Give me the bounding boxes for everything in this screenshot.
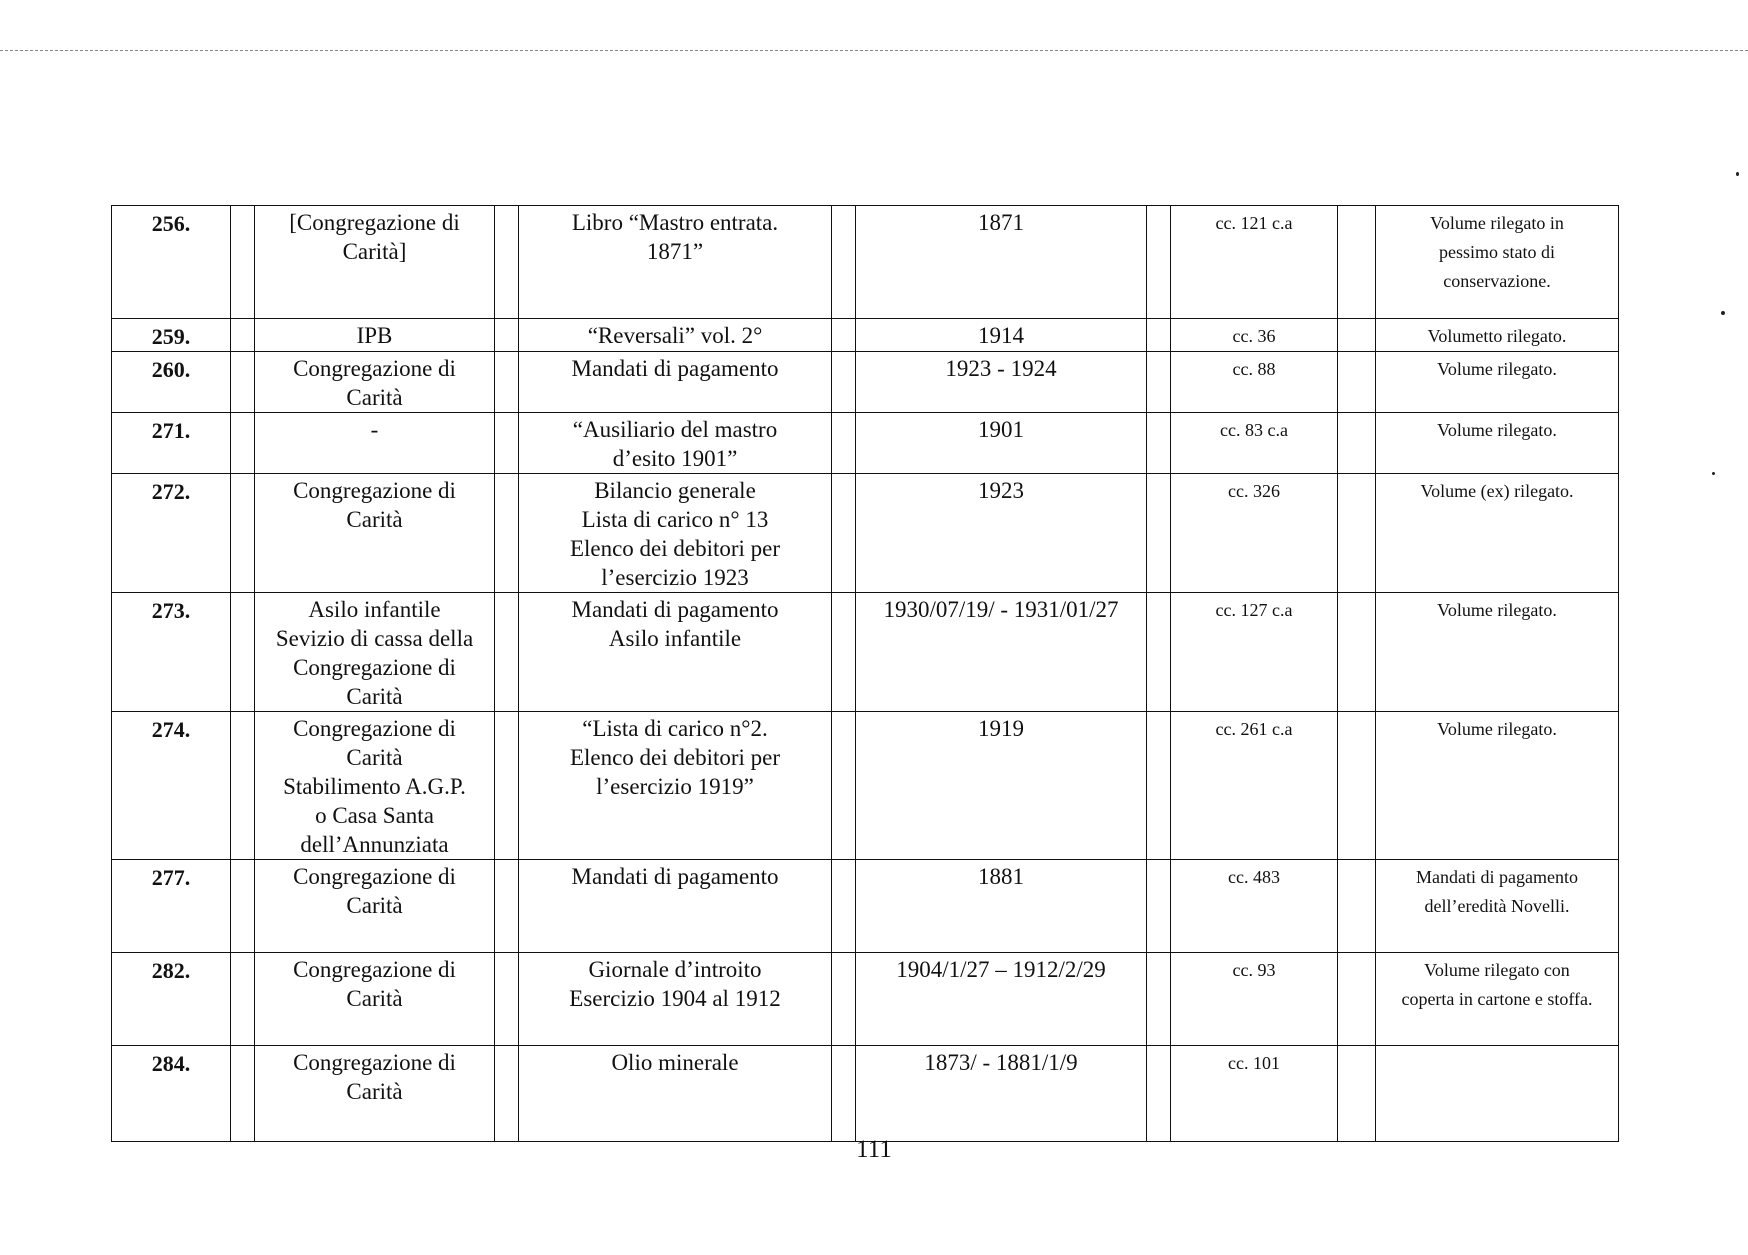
entity-cell-line: Carità [346,507,403,532]
column-spacer [1338,474,1376,593]
scan-speck [1712,472,1715,475]
date-cell: 1923 [856,474,1147,593]
condition-note-cell [1376,319,1619,352]
condition-note-cell [1376,352,1619,413]
entry-number: 272. [112,474,231,593]
scan-speck [1721,311,1725,315]
description-cell [519,1046,832,1142]
description-cell-line: Olio minerale [611,1050,739,1075]
column-spacer [832,413,856,474]
entry-number: 273. [112,593,231,712]
condition-note-cell [1376,206,1619,319]
description-cell-line: l’esercizio 1919” [596,774,754,799]
condition-note-cell [1376,593,1619,712]
entity-cell-line: IPB [356,323,393,348]
column-spacer [231,413,255,474]
description-cell-line: l’esercizio 1923 [601,565,749,590]
entity-cell [255,712,495,860]
entity-cell-line: [Congregazione di [289,210,460,235]
column-spacer [1147,593,1171,712]
column-spacer [1338,206,1376,319]
entity-cell-line: o Casa Santa [315,803,434,828]
column-spacer [1147,413,1171,474]
column-spacer [1147,1046,1171,1142]
date-cell: 1919 [856,712,1147,860]
description-cell-line: “Lista di carico n°2. [582,716,768,741]
entity-cell [255,953,495,1046]
condition-note-cell [1376,474,1619,593]
column-spacer [1338,319,1376,352]
entity-cell-line: Carità [346,986,403,1011]
description-cell [519,206,832,319]
table-row [112,206,1619,319]
column-spacer [495,1046,519,1142]
column-spacer [231,474,255,593]
description-cell-line: Asilo infantile [608,626,742,651]
entry-number: 277. [112,860,231,953]
entity-cell [255,413,495,474]
condition-note-cell [1376,953,1619,1046]
column-spacer [495,953,519,1046]
entity-cell-line: Congregazione di [293,864,456,889]
entity-cell [255,319,495,352]
condition-note-cell-line: Mandati di pagamento [1416,867,1578,887]
description-cell-line: Giornale d’introito [588,957,762,982]
description-cell-line: Bilancio generale [594,478,756,503]
description-cell [519,352,832,413]
column-spacer [495,712,519,860]
description-cell-line: Elenco dei debitori per [569,745,781,770]
description-cell-line: Elenco dei debitori per [569,536,781,561]
column-spacer [231,206,255,319]
condition-note-cell-line: Volume rilegato in [1430,213,1564,233]
column-spacer [495,319,519,352]
column-spacer [1338,352,1376,413]
date-cell: 1873/ - 1881/1/9 [856,1046,1147,1142]
entity-cell [255,206,495,319]
column-spacer [1147,474,1171,593]
sheet-count-cell: cc. 261 c.a [1171,712,1338,860]
table-row [112,413,1619,474]
sheet-count-cell: cc. 121 c.a [1171,206,1338,319]
column-spacer [832,1046,856,1142]
column-spacer [1147,206,1171,319]
entity-cell-line: Congregazione di [293,478,456,503]
table-row [112,474,1619,593]
entity-cell-line: Congregazione di [293,655,456,680]
entity-cell [255,1046,495,1142]
description-cell-line: Mandati di pagamento [571,864,779,889]
description-cell [519,712,832,860]
entity-cell-line: Asilo infantile [308,597,441,622]
description-cell-line: d’esito 1901” [612,446,738,471]
column-spacer [1147,352,1171,413]
column-spacer [832,352,856,413]
condition-note-cell [1376,712,1619,860]
column-spacer [231,1046,255,1142]
column-spacer [495,206,519,319]
column-spacer [1147,319,1171,352]
table-body [112,206,1619,1142]
description-cell [519,413,832,474]
description-cell-line: Esercizio 1904 al 1912 [569,986,781,1011]
scan-speck [1736,172,1739,176]
entry-number: 282. [112,953,231,1046]
column-spacer [495,860,519,953]
description-cell-line: “Ausiliario del mastro [572,417,778,442]
condition-note-cell-line: Volume rilegato. [1437,359,1557,379]
column-spacer [832,593,856,712]
column-spacer [495,593,519,712]
date-cell: 1930/07/19/ - 1931/01/27 [856,593,1147,712]
column-spacer [495,474,519,593]
sheet-count-cell: cc. 326 [1171,474,1338,593]
column-spacer [1338,1046,1376,1142]
description-cell-line: Lista di carico n° 13 [581,507,769,532]
description-cell [519,319,832,352]
date-cell: 1901 [856,413,1147,474]
entity-cell-line: Carità [346,745,403,770]
entry-number: 259. [112,319,231,352]
entry-number: 274. [112,712,231,860]
entity-cell-line: Carità [346,1079,403,1104]
column-spacer [231,352,255,413]
entity-cell [255,860,495,953]
entity-cell-line: - [370,417,379,442]
entity-cell-line: Stabilimento A.G.P. [283,774,466,799]
column-spacer [231,593,255,712]
entity-cell-line: Carità] [342,239,407,264]
condition-note-cell-line: pessimo stato di [1439,242,1555,262]
condition-note-cell [1376,1046,1619,1142]
page-number: 111 [856,1136,892,1163]
table-row [112,1046,1619,1142]
entity-cell-line: Carità [346,893,403,918]
column-spacer [832,319,856,352]
entry-number: 271. [112,413,231,474]
entity-cell-line: Carità [346,385,403,410]
column-spacer [231,953,255,1046]
entity-cell-line: Congregazione di [293,1050,456,1075]
column-spacer [832,474,856,593]
column-spacer [1338,413,1376,474]
date-cell: 1914 [856,319,1147,352]
description-cell-line: Libro “Mastro entrata. [571,210,779,235]
table-row [112,953,1619,1046]
column-spacer [832,712,856,860]
date-cell: 1923 - 1924 [856,352,1147,413]
date-cell: 1881 [856,860,1147,953]
column-spacer [231,712,255,860]
column-spacer [832,860,856,953]
description-cell-line: “Reversali” vol. 2° [587,323,763,348]
archive-inventory-table [111,205,1619,1142]
column-spacer [1147,712,1171,860]
column-spacer [1338,953,1376,1046]
entity-cell [255,474,495,593]
column-spacer [1338,593,1376,712]
sheet-count-cell: cc. 127 c.a [1171,593,1338,712]
table-row [112,352,1619,413]
description-cell-line: Mandati di pagamento [571,597,779,622]
description-cell-line: Mandati di pagamento [571,356,779,381]
column-spacer [1338,712,1376,860]
condition-note-cell [1376,413,1619,474]
entity-cell [255,593,495,712]
condition-note-cell-line: Volume rilegato. [1437,420,1557,440]
condition-note-cell-line: Volume rilegato. [1437,719,1557,739]
sheet-count-cell: cc. 83 c.a [1171,413,1338,474]
entity-cell-line: Congregazione di [293,356,456,381]
sheet-count-cell: cc. 93 [1171,953,1338,1046]
entry-number: 256. [112,206,231,319]
condition-note-cell-line: coperta in cartone e stoffa. [1401,989,1593,1009]
column-spacer [832,953,856,1046]
entity-cell [255,352,495,413]
entity-cell-line: Sevizio di cassa della [275,626,474,651]
column-spacer [495,413,519,474]
column-spacer [231,319,255,352]
entry-number: 284. [112,1046,231,1142]
sheet-count-cell: cc. 101 [1171,1046,1338,1142]
date-cell: 1904/1/27 – 1912/2/29 [856,953,1147,1046]
column-spacer [832,206,856,319]
condition-note-cell-line: Volume rilegato. [1437,600,1557,620]
condition-note-cell [1376,860,1619,953]
description-cell [519,474,832,593]
column-spacer [1147,953,1171,1046]
entity-cell-line: Carità [346,684,403,709]
table-row [112,860,1619,953]
entity-cell-line: dell’Annunziata [300,832,449,857]
description-cell-line: 1871” [646,239,704,264]
description-cell [519,953,832,1046]
column-spacer [1338,860,1376,953]
column-spacer [231,860,255,953]
sheet-count-cell: cc. 88 [1171,352,1338,413]
table-row [112,593,1619,712]
condition-note-cell-line: conservazione. [1443,271,1551,291]
entity-cell-line: Congregazione di [293,716,456,741]
description-cell [519,860,832,953]
condition-note-cell-line: Volume rilegato con [1424,960,1570,980]
page-top-dashed-line [0,50,1748,51]
sheet-count-cell: cc. 483 [1171,860,1338,953]
table-row [112,319,1619,352]
column-spacer [495,352,519,413]
entry-number: 260. [112,352,231,413]
condition-note-cell-line: Volume (ex) rilegato. [1420,481,1574,501]
condition-note-cell-line: dell’eredità Novelli. [1424,896,1570,916]
date-cell: 1871 [856,206,1147,319]
table-row [112,712,1619,860]
description-cell [519,593,832,712]
sheet-count-cell: cc. 36 [1171,319,1338,352]
column-spacer [1147,860,1171,953]
condition-note-cell-line: Volumetto rilegato. [1427,326,1567,346]
entity-cell-line: Congregazione di [293,957,456,982]
